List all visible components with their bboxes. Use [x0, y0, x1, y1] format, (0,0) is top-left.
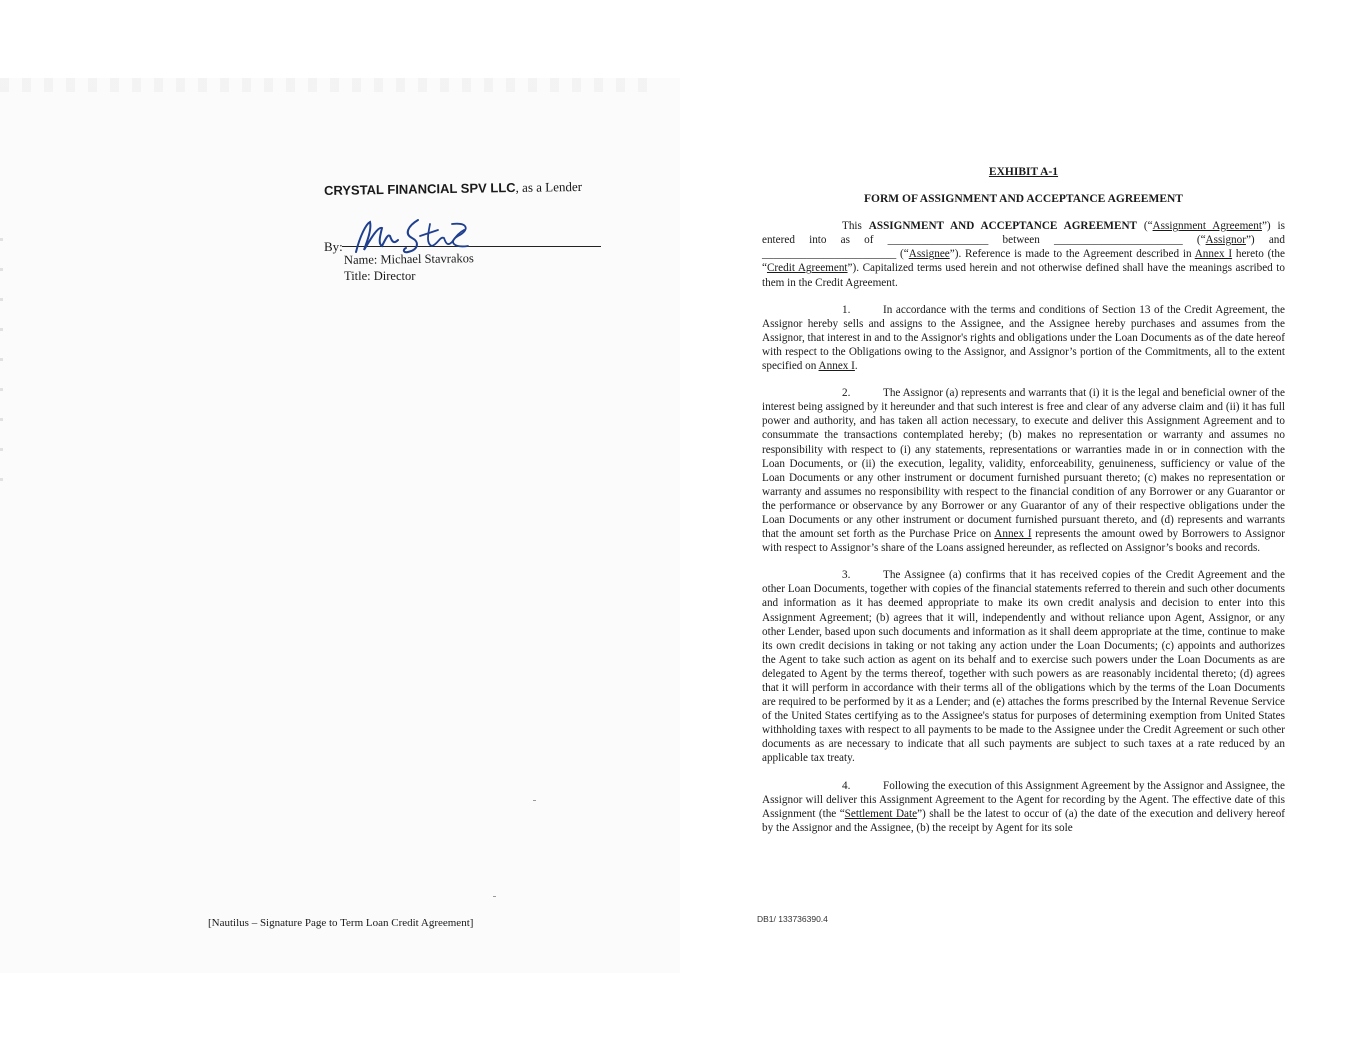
text-run: The Assignor (a) represents and warrants that (i) it is the legal and beneficial owner of the interest being assigned by it hereunder and that such interest is free and clear of any adverse claim and (ii) it has full power and authority, and has taken all action necessary, to execute and deliver this Assignment Agreement and to consummate the transactions contemplated hereby; (b) makes no representation or warranty and assumes no responsibility with respect to (i) any statements, representations or warranties made in or in connection with the Loan Documents, or (ii) the execution, legality, validity, enforceability, genuineness, sufficiency or value of the Loan Documents or any other instrument or document furnished pursuant thereto; (c) makes no representation or warranty and assumes no responsibility with respect to the financial condition of any Borrower or any Guarantor or the performance or observance by any Borrower or any Guarantor of any of their respective obligations under the Loan Documents or any other instrument or document furnished pursuant thereto, and (d) represents and warrants that the amount set forth as the Purchase Price on [762, 387, 1285, 541]
defined-term: Assignment Agreement [1152, 220, 1262, 233]
defined-term: Annex I [994, 528, 1032, 541]
lender-suffix: , as a Lender [515, 178, 583, 195]
section-1 [762, 303, 1285, 373]
exhibit-heading: EXHIBIT A-1 [988, 166, 1059, 178]
defined-term: Credit Agreement [766, 262, 848, 275]
signature-stroke [420, 224, 464, 246]
scan-speck [533, 800, 536, 801]
intro-paragraph [762, 219, 1285, 289]
section-number: 1. [842, 303, 851, 316]
lender-line [324, 179, 582, 199]
signer-title: Title: Director [344, 269, 416, 283]
signer-name: Name: Michael Stavrakos [343, 251, 474, 267]
signature-stroke [404, 220, 418, 252]
signature-page [0, 78, 680, 973]
exhibit-page [762, 165, 1285, 848]
signature-stroke [452, 224, 468, 247]
text-run: ”) is entered into as of __________________ between _______________________ (“ [762, 220, 1285, 247]
scan-speck [493, 896, 496, 897]
text-run: represents the amount owed by Borrowers to Assignor with respect to Assignor’s share of the Loans assigned hereunder, as reflected on Assignor’s books and records. [762, 528, 1285, 555]
signature-stroke [356, 222, 398, 252]
form-title: FORM OF ASSIGNMENT AND ACCEPTANCE AGREEMENT [864, 193, 1183, 206]
section-4 [762, 779, 1285, 835]
text-run: Following the execution of this Assignment Agreement by the Assignor and Assignee, the Assignor will deliver this Assignment Agreement to the Agent for recording by the Agent. The effective date of this Assignment (the “ [762, 779, 1285, 820]
document-id: DB1/ 133736390.4 [757, 914, 828, 924]
text-run: ”) and ________________________ (“ [762, 234, 1285, 261]
agreement-name: ASSIGNMENT AND ACCEPTANCE AGREEMENT [868, 220, 1137, 233]
defined-term: Annex I [818, 360, 855, 373]
lender-name: CRYSTAL FINANCIAL SPV LLC [323, 179, 516, 198]
section-number: 2. [842, 387, 851, 400]
text-run: . [854, 360, 858, 373]
text-run: The Assignee (a) confirms that it has received copies of the Credit Agreement and the other Loan Documents, together with copies of the financial statements referred to therein and such other documents and information as it has deemed appropriate to make its own credit analysis and decision to enter into this Assignment Agreement; (b) agrees that it will, independently and without reliance upon Agent, Assignor, or any other Lender, based upon such documents and information as it shall deem appropriate at the time, continue to make its own credit decisions in taking or not taking any action under the Loan Documents; (c) appoints and authorizes the Agent to take such action as agent on its behalf and to exercise such powers under the Loan Documents as are delegated to Agent by the terms thereof, together with such powers as are reasonably incidental thereto; (d) agrees that it will perform in accordance with their terms all of the obligations which by the terms of the Loan Documents are required to be performed by it as a Lender; and (e) attaches the forms prescribed by the Internal Revenue Service of the United States certifying as to the Assignee's status for purposes of determining exemption from United States withholding taxes with respect to all payments to be made to the Assignee under the Credit Agreement or such other documents as are necessary to indicate that all such payments are subject to such taxes at a rate reduced by an applicable tax treaty. [762, 569, 1285, 765]
signature-page-footer: [Nautilus – Signature Page to Term Loan Credit Agreement] [208, 917, 474, 929]
text-run: This [842, 220, 869, 233]
text-run: In accordance with the terms and conditions of Section 13 of the Credit Agreement, the Assignor hereby sells and assigns to the Assignee, and the Assignee hereby purchases and assumes from the Assignor, that interest in and to the Assignor's rights and obligations under the Loan Documents as of the date hereof with respect to the Obligations owing to the Assignor, and Assignor’s portion of the Commitments, all to the extent specified on [762, 303, 1285, 373]
section-3 [762, 568, 1285, 765]
defined-term: Annex I [1194, 248, 1233, 261]
section-number: 4. [842, 779, 851, 792]
defined-term: Assignee [908, 248, 950, 261]
defined-term: Settlement Date [844, 807, 918, 820]
text-run: ”). Capitalized terms used herein and not otherwise defined shall have the meanings ascribed to them in the Credit Agreement. [762, 262, 1285, 289]
section-number: 3. [842, 569, 851, 582]
text-run: (“ [1136, 220, 1153, 233]
text-run: ”). Reference is made to the Agreement described in [949, 248, 1195, 261]
by-label: By: [324, 239, 343, 254]
section-2 [762, 386, 1285, 555]
scan-artifact-top [0, 78, 660, 92]
text-run: ”) shall be the latest to occur of (a) the date of the execution and delivery hereof by the Assignor and the Assignee, (b) the receipt by Agent for its sole [762, 807, 1286, 834]
defined-term: Assignor [1205, 234, 1246, 247]
text-run: hereto (the “ [762, 248, 1285, 275]
scan-artifact-edge [0, 238, 3, 498]
